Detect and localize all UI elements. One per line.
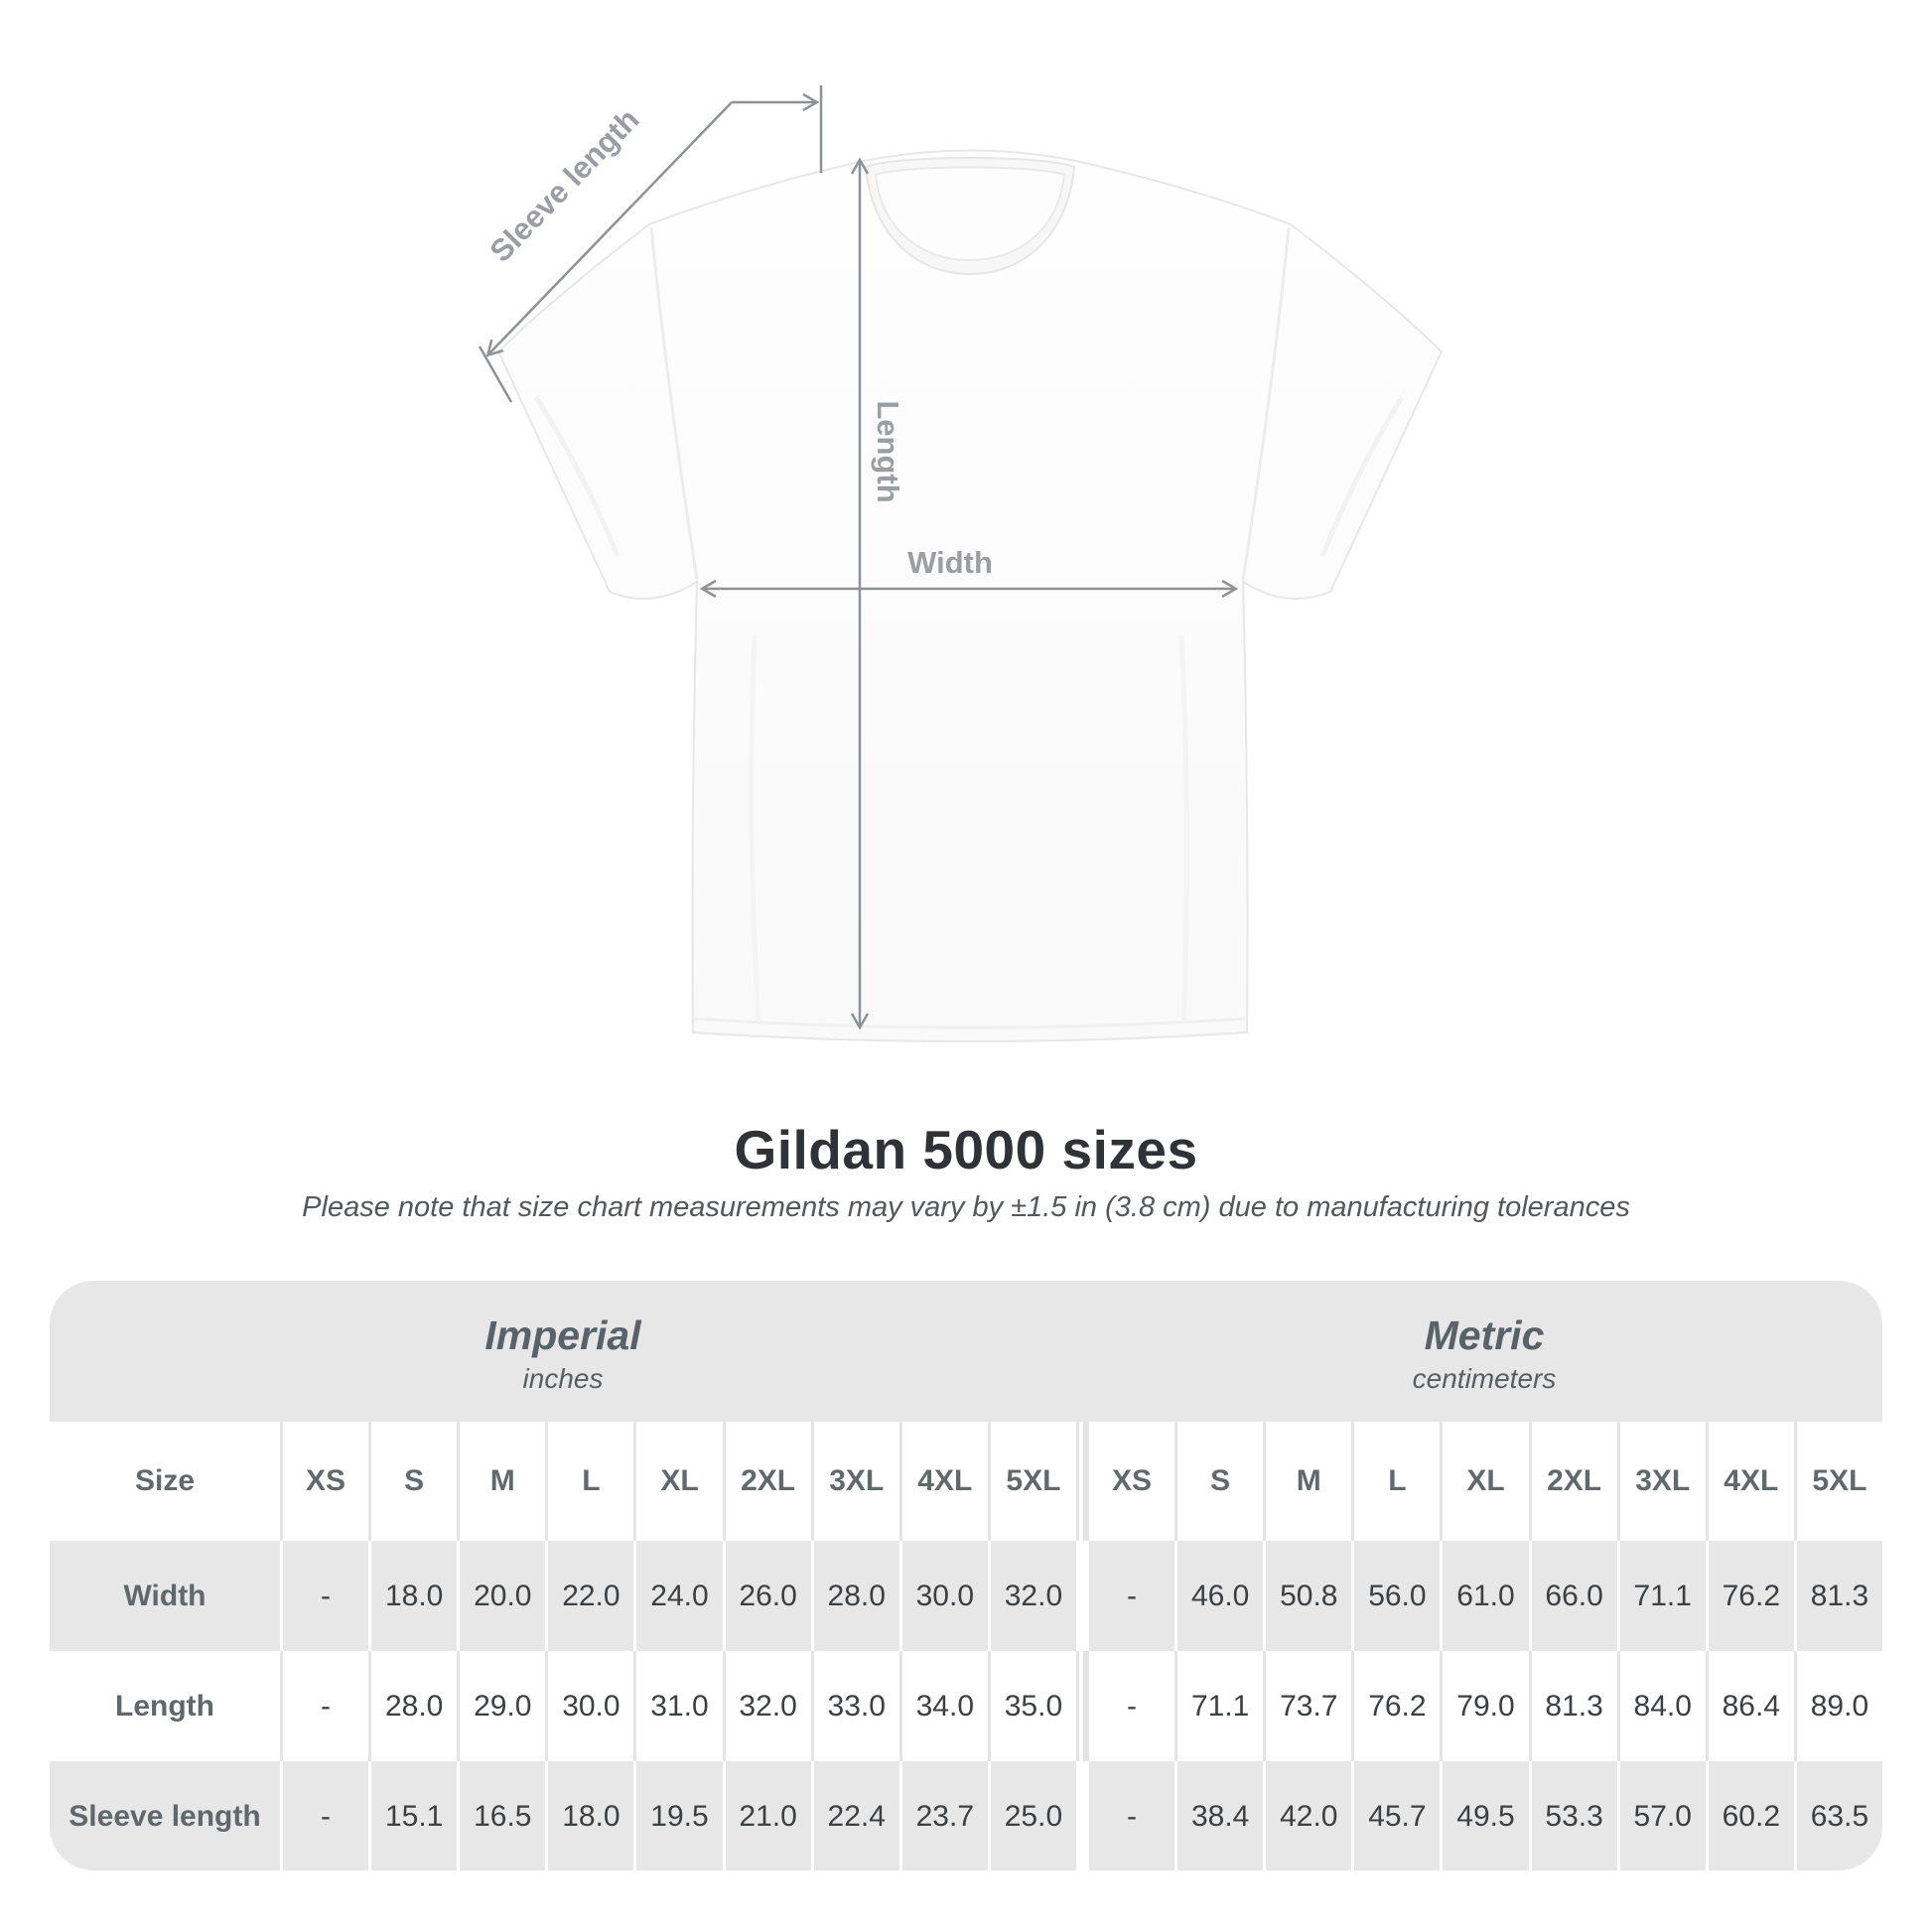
value-cell: 57.0 (1617, 1761, 1706, 1870)
size-header-cell: L (1351, 1422, 1440, 1541)
value-cell: 32.0 (723, 1651, 811, 1761)
page-subtitle: Please note that size chart measurements may vary by ±1.5 in (3.8 cm) due to manufacturing tolerances (302, 1191, 1630, 1223)
value-cell: 89.0 (1794, 1651, 1882, 1761)
value-cell: - (280, 1761, 368, 1870)
value-cell: 18.0 (368, 1541, 457, 1651)
value-cell: 73.7 (1263, 1651, 1351, 1761)
value-cell: 79.0 (1440, 1651, 1528, 1761)
size-header-cell: L (545, 1422, 633, 1541)
value-cell: 30.0 (899, 1541, 988, 1651)
value-cell: 35.0 (988, 1651, 1076, 1761)
value-cell: 84.0 (1617, 1651, 1706, 1761)
value-cell: - (280, 1651, 368, 1761)
size-header-cell: XL (633, 1422, 722, 1541)
value-cell: 38.4 (1174, 1761, 1263, 1870)
unit-header-imperial (50, 1281, 1076, 1422)
value-cell: 56.0 (1351, 1541, 1440, 1651)
size-header-cell: XL (1440, 1422, 1528, 1541)
size-header-cell: S (368, 1422, 457, 1541)
column-gap (1076, 1761, 1086, 1870)
value-cell: 66.0 (1529, 1541, 1617, 1651)
size-header-cell: M (457, 1422, 545, 1541)
row-label: Sleeve length (69, 1799, 261, 1833)
value-cell: 76.2 (1351, 1651, 1440, 1761)
size-chart-table (50, 1281, 1882, 1870)
value-cell: 15.1 (368, 1761, 457, 1870)
value-cell: 19.5 (633, 1761, 722, 1870)
value-cell: 24.0 (633, 1541, 722, 1651)
size-header-cell: 5XL (988, 1422, 1076, 1541)
table-row-length (50, 1651, 1882, 1761)
row-label: Width (123, 1579, 207, 1612)
value-cell: 50.8 (1263, 1541, 1351, 1651)
value-cell: 81.3 (1529, 1651, 1617, 1761)
value-cell: 71.1 (1617, 1541, 1706, 1651)
value-cell: 28.0 (811, 1541, 899, 1651)
table-row-sleeve-length (50, 1761, 1882, 1870)
value-cell: 34.0 (899, 1651, 988, 1761)
size-header-cell: 4XL (1706, 1422, 1794, 1541)
length-label: Length (871, 400, 905, 503)
value-cell: 81.3 (1794, 1541, 1882, 1651)
value-cell: 60.2 (1706, 1761, 1794, 1870)
value-cell: 31.0 (633, 1651, 722, 1761)
unit-sub: inches (522, 1363, 604, 1395)
value-cell: 25.0 (988, 1761, 1076, 1870)
value-cell: 26.0 (723, 1541, 811, 1651)
size-header-cell: 2XL (723, 1422, 811, 1541)
value-cell: 22.0 (545, 1541, 633, 1651)
size-header-row (50, 1422, 1882, 1541)
table-row-width (50, 1541, 1882, 1651)
size-header-cell: S (1174, 1422, 1263, 1541)
value-cell: - (1086, 1651, 1174, 1761)
value-cell: 45.7 (1351, 1761, 1440, 1870)
value-cell: 29.0 (457, 1651, 545, 1761)
size-header-cell: M (1263, 1422, 1351, 1541)
value-cell: 20.0 (457, 1541, 545, 1651)
unit-header-metric (1086, 1281, 1882, 1422)
size-header-cell: 5XL (1794, 1422, 1882, 1541)
value-cell: 32.0 (988, 1541, 1076, 1651)
column-gap (1076, 1651, 1086, 1761)
value-cell: 86.4 (1706, 1651, 1794, 1761)
size-column-header: Size (134, 1464, 196, 1497)
value-cell: - (1086, 1541, 1174, 1651)
value-cell: 53.3 (1529, 1761, 1617, 1870)
size-header-cell: 2XL (1529, 1422, 1617, 1541)
sleeve-length-label: Sleeve length (483, 101, 646, 269)
size-header-cell: 4XL (899, 1422, 988, 1541)
value-cell: 18.0 (545, 1761, 633, 1870)
value-cell: - (1086, 1761, 1174, 1870)
value-cell: 76.2 (1706, 1541, 1794, 1651)
value-cell: 22.4 (811, 1761, 899, 1870)
value-cell: 21.0 (723, 1761, 811, 1870)
value-cell: 61.0 (1440, 1541, 1528, 1651)
value-cell: 63.5 (1794, 1761, 1882, 1870)
size-header-cell: 3XL (1617, 1422, 1706, 1541)
value-cell: - (280, 1541, 368, 1651)
value-cell: 42.0 (1263, 1761, 1351, 1870)
size-header-cell: 3XL (811, 1422, 899, 1541)
unit-header-band (50, 1281, 1882, 1422)
value-cell: 30.0 (545, 1651, 633, 1761)
value-cell: 71.1 (1174, 1651, 1263, 1761)
tshirt-graphic (498, 151, 1442, 1042)
row-label: Length (115, 1689, 214, 1723)
value-cell: 16.5 (457, 1761, 545, 1870)
unit-name: Metric (1424, 1312, 1545, 1359)
size-header-cell: XS (1086, 1422, 1174, 1541)
page-title: Gildan 5000 sizes (734, 1119, 1198, 1180)
width-label: Width (907, 545, 993, 580)
unit-sub: centimeters (1412, 1363, 1557, 1395)
value-cell: 28.0 (368, 1651, 457, 1761)
column-gap (1076, 1541, 1086, 1651)
value-cell: 46.0 (1174, 1541, 1263, 1651)
size-header-cell: XS (280, 1422, 368, 1541)
value-cell: 23.7 (899, 1761, 988, 1870)
value-cell: 33.0 (811, 1651, 899, 1761)
unit-name: Imperial (484, 1312, 641, 1359)
value-cell: 49.5 (1440, 1761, 1528, 1870)
column-gap (1076, 1422, 1086, 1541)
